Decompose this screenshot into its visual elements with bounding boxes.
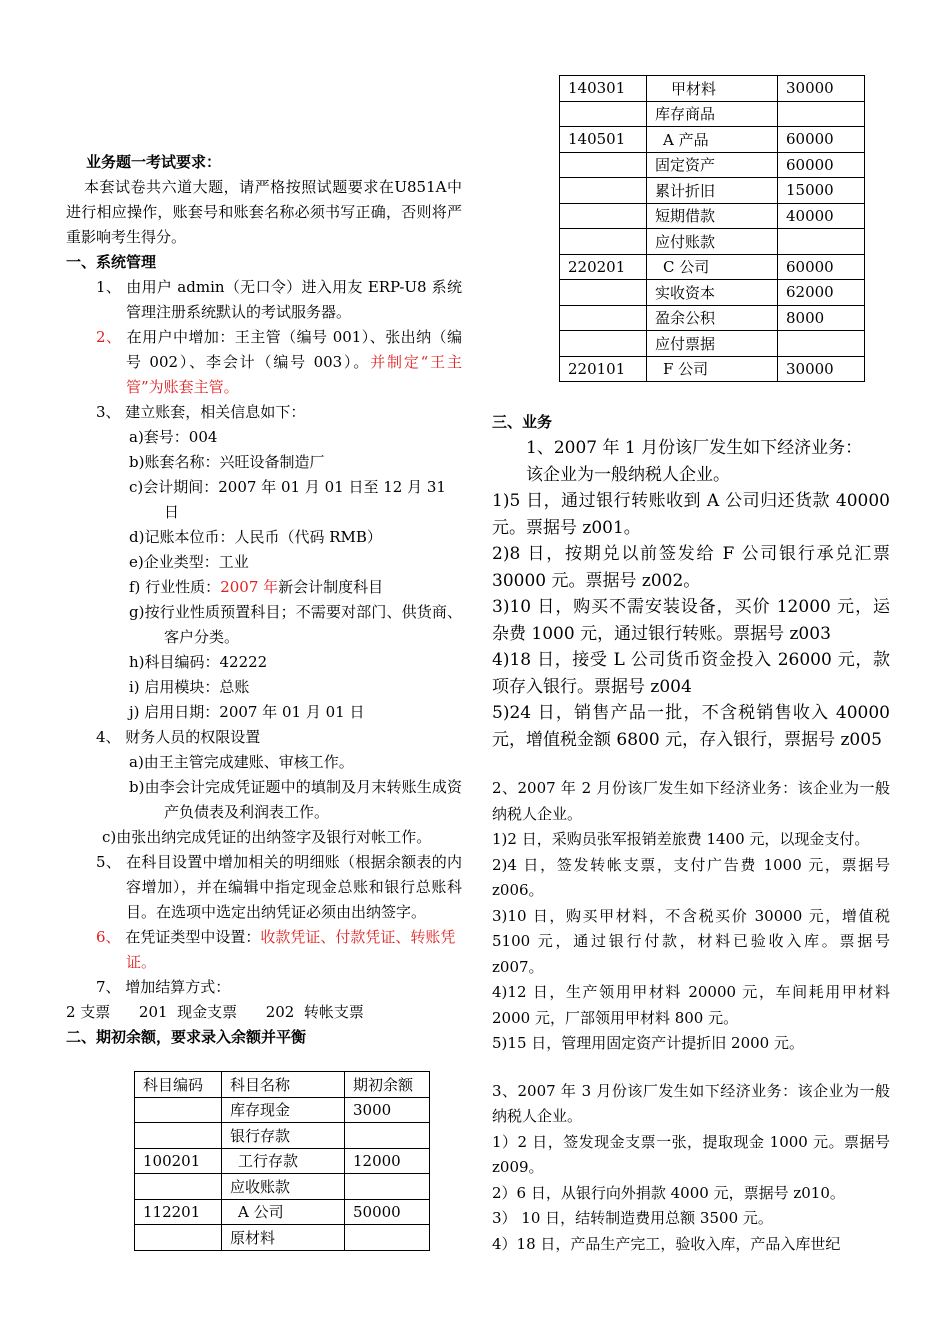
table-row (560, 254, 865, 280)
cell-name: 固定资产 (647, 152, 778, 178)
cell-balance: 12000 (345, 1148, 430, 1174)
cell-name: 库存商品 (647, 101, 778, 127)
cell-balance: 15000 (778, 178, 865, 204)
intro-paragraph: 本套试卷共六道大题，请严格按照试题要求在U851A中进行相应操作，账套号和账套名称必须书写正确，否则将严重影响考生得分。 (66, 178, 462, 246)
cell-name: 原材料 (222, 1225, 345, 1251)
item-5: 5、 在科目设置中增加相关的明细账（根据余额表的内容增加），并在编辑中指定现金总账和银行总账科目。在选项中选定出纳凭证必须由出纳签字。 (96, 853, 462, 921)
cell-balance (345, 1123, 430, 1149)
section-2-title: 二、期初余额，要求录入余额并平衡 (66, 1028, 307, 1046)
month-3-item-4: 4）18 日，产品生产完工，验收入库，产品入库世纪 (492, 1234, 841, 1253)
month-2-intro: 2、2007 年 2 月份该厂发生如下经济业务：该企业为一般纳税人企业。 (492, 779, 890, 823)
table-row (560, 178, 865, 204)
cell-code (560, 331, 647, 357)
opening-balance-table-2 (559, 75, 865, 382)
month-1-subtitle: 该企业为一般纳税人企业。 (526, 464, 730, 485)
month-2-item-1: 1)2 日，采购员张军报销差旅费 1400 元，以现金支付。 (492, 830, 870, 848)
item-3h: h)科目编码：42222 (129, 653, 268, 671)
month-3-item-1: 1）2 日，签发现金支票一张，提取现金 1000 元。票据号 z009。 (492, 1132, 890, 1176)
table-row (560, 101, 865, 127)
month-2-item-2: 2)4 日，签发转帐支票，支付广告费 1000 元，票据号 z006。 (492, 855, 890, 899)
cell-code (560, 280, 647, 306)
cell-balance: 30000 (778, 76, 865, 102)
cell-name: 甲材料 (647, 76, 778, 102)
month-2-block (492, 776, 890, 1057)
cell-name: 实收资本 (647, 280, 778, 306)
item-1: 1、 由用户 admin（无口令）进入用友 ERP-U8 系统管理注册系统默认的考试服务器。 (96, 278, 462, 321)
item-6-red-text: 收款凭证、付款凭证、转账凭证。 (126, 928, 456, 971)
cell-balance (778, 229, 865, 255)
month-1-item-3: 3)10 日，购买不需安装设备，买价 12000 元，运杂费 1000 元，通过银行转账。票据号 z003 (492, 597, 890, 644)
month-2-item-4: 4)12 日，生产领用甲材料 20000 元，车间耗用甲材料 2000 元，厂部领用甲材料 800 元。 (492, 983, 890, 1027)
cell-name: 工行存款 (222, 1148, 345, 1174)
cell-code (560, 203, 647, 229)
exam-heading: 业务题一考试要求： (86, 153, 222, 171)
item-4c: c)由张出纳完成凭证的出纳签字及银行对帐工作。 (102, 828, 432, 846)
cell-balance (778, 101, 865, 127)
table-row (560, 280, 865, 306)
month-1-block (492, 435, 890, 753)
item-2 (66, 325, 462, 400)
item-3g: g)按行业性质预置科目；不需要对部门、供货商、客户分类。 (129, 603, 462, 646)
cell-code: 100201 (135, 1148, 222, 1174)
cell-name: 银行存款 (222, 1123, 345, 1149)
item-2-number: 2、 (96, 328, 122, 346)
month-2-item-5: 5)15 日，管理用固定资产计提折旧 2000 元。 (492, 1034, 804, 1052)
cell-name: 应付票据 (647, 331, 778, 357)
cell-code (560, 305, 647, 331)
item-3f-post: 新会计制度科目 (278, 578, 384, 596)
table-row (560, 127, 865, 153)
table-row (135, 1225, 430, 1251)
item-7: 7、 增加结算方式： (96, 978, 231, 996)
cell-name: A 公司 (222, 1199, 345, 1225)
item-6-text: 在凭证类型中设置： (125, 928, 261, 946)
cell-balance: 60000 (778, 254, 865, 280)
cell-balance: 40000 (778, 203, 865, 229)
table-header-row (135, 1072, 430, 1098)
cell-code (560, 101, 647, 127)
cell-balance (345, 1225, 430, 1251)
opening-balance-table-1 (134, 1071, 430, 1251)
table-row (560, 331, 865, 357)
table-row (560, 305, 865, 331)
cell-code: 140501 (560, 127, 647, 153)
item-3f-pre: f) 行业性质： (129, 578, 221, 596)
cell-balance: 62000 (778, 280, 865, 306)
cell-name: 短期借款 (647, 203, 778, 229)
item-2-red-text: 并制定“王主管”为账套主管。 (126, 353, 462, 396)
table-row (560, 152, 865, 178)
header-code: 科目编码 (135, 1072, 222, 1098)
month-3-item-3: 3） 10 日，结转制造费用总额 3500 元。 (492, 1209, 773, 1227)
item-3b: b)账套名称：兴旺设备制造厂 (129, 453, 325, 471)
cell-name: F 公司 (647, 356, 778, 382)
item-3e: e)企业类型：工业 (129, 553, 249, 571)
month-3-item-2: 2）6 日，从银行向外捐款 4000 元，票据号 z010。 (492, 1183, 845, 1202)
item-3a: a)套号：004 (129, 428, 218, 446)
item-3: 3、 建立账套，相关信息如下： (96, 403, 306, 421)
table-row (135, 1097, 430, 1123)
item-3j: j) 启用日期：2007 年 01 月 01 日 (129, 703, 365, 721)
cell-balance: 3000 (345, 1097, 430, 1123)
section-1-title: 一、系统管理 (66, 253, 157, 271)
month-1-intro: 1、2007 年 1 月份该厂发生如下经济业务： (526, 438, 863, 458)
cell-balance (778, 331, 865, 357)
item-3f-red: 2007 年 (220, 578, 279, 596)
item-6 (66, 925, 462, 975)
cell-balance: 50000 (345, 1199, 430, 1225)
cell-name: 累计折旧 (647, 178, 778, 204)
cell-balance: 8000 (778, 305, 865, 331)
item-2-text: 在用户中增加：王主管（编号 001）、张出纳（编号 002）、李会计（编号 003）。 (126, 328, 462, 371)
month-1-item-2: 2)8 日，按期兑以前签发给 F 公司银行承兑汇票 30000 元。票据号 z002。 (492, 544, 890, 591)
table-row (560, 356, 865, 382)
table-row (135, 1148, 430, 1174)
table-row (560, 203, 865, 229)
cell-code (560, 178, 647, 204)
item-4b: b)由李会计完成凭证题中的填制及月末转账生成资产负债表及利润表工作。 (129, 778, 462, 821)
cell-code (560, 229, 647, 255)
cell-code: 112201 (135, 1199, 222, 1225)
month-1-item-4: 4)18 日，接受 L 公司货币资金投入 26000 元，款项存入银行。票据号 z004 (492, 650, 890, 697)
cell-name: 盈余公积 (647, 305, 778, 331)
table-row (135, 1123, 430, 1149)
right-column (492, 410, 890, 1257)
item-3d: d)记账本位币：人民币（代码 RMB） (129, 528, 382, 546)
item-4: 4、 财务人员的权限设置 (96, 728, 261, 746)
item-6-number: 6、 (96, 928, 121, 946)
cell-code (135, 1174, 222, 1200)
cell-balance: 60000 (778, 152, 865, 178)
cell-name: 应付账款 (647, 229, 778, 255)
cell-name: 应收账款 (222, 1174, 345, 1200)
month-3-intro: 3、2007 年 3 月份该厂发生如下经济业务：该企业为一般纳税人企业。 (492, 1081, 890, 1125)
cell-code (135, 1123, 222, 1149)
month-3-block (492, 1079, 890, 1258)
item-4a: a)由王主管完成建账、审核工作。 (129, 753, 354, 771)
cell-code (135, 1225, 222, 1251)
table-row (560, 229, 865, 255)
header-name: 科目名称 (222, 1072, 345, 1098)
item-3c: c)会计期间：2007 年 01 月 01 日至 12 月 31 日 (129, 478, 446, 521)
header-balance: 期初余额 (345, 1072, 430, 1098)
cell-name: C 公司 (647, 254, 778, 280)
cell-name: 库存现金 (222, 1097, 345, 1123)
month-2-item-3: 3)10 日，购买甲材料，不含税买价 30000 元，增值税 5100 元，通过银行付款，材料已验收入库。票据号 z007。 (492, 906, 890, 976)
cell-name: A 产品 (647, 127, 778, 153)
item-3f (66, 575, 462, 600)
cell-code: 220101 (560, 356, 647, 382)
item-3i: i) 启用模块：总账 (129, 678, 250, 696)
cell-code: 140301 (560, 76, 647, 102)
section-3-title: 三、业务 (492, 413, 553, 431)
settlement-methods: 2 支票 201 现金支票 202 转帐支票 (66, 1003, 364, 1021)
table-row (560, 76, 865, 102)
cell-balance (345, 1174, 430, 1200)
cell-code (560, 152, 647, 178)
cell-code (135, 1097, 222, 1123)
month-1-item-5: 5)24 日，销售产品一批，不含税销售收入 40000 元，增值税金额 6800 元，存入银行，票据号 z005 (492, 703, 890, 750)
left-column (66, 150, 462, 1050)
month-1-item-1: 1)5 日，通过银行转账收到 A 公司归还货款 40000 元。票据号 z001。 (492, 491, 890, 538)
cell-code: 220201 (560, 254, 647, 280)
table-row (135, 1174, 430, 1200)
cell-balance: 60000 (778, 127, 865, 153)
cell-balance: 30000 (778, 356, 865, 382)
table-row (135, 1199, 430, 1225)
